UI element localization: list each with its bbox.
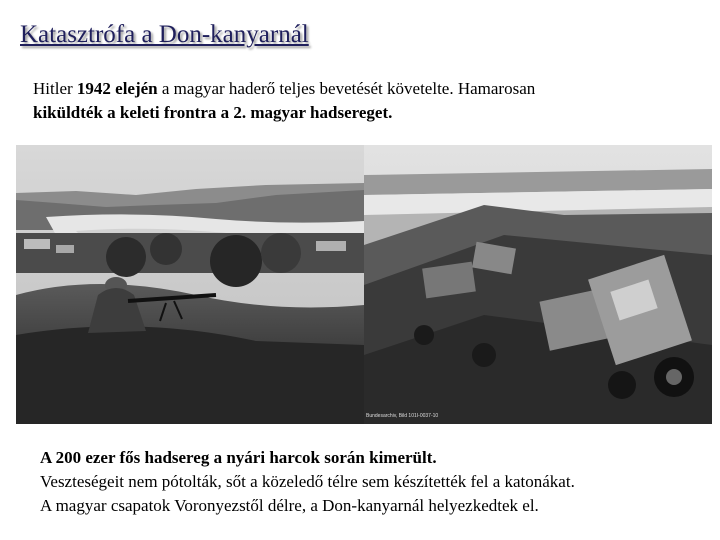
bottom-paragraph xyxy=(40,446,710,518)
soldier-river-photo xyxy=(16,145,364,424)
intro-paragraph xyxy=(33,77,683,125)
intro-line-2: kiküldték a keleti frontra a 2. magyar hadsereget. xyxy=(33,103,393,122)
bottom-line-2: Veszteségeit nem pótolták, sőt a közeledő télre sem készítették fel a katonákat. xyxy=(40,472,575,491)
bottom-line-3: A magyar csapatok Voronyezstől délre, a Don-kanyarnál helyezkedtek el. xyxy=(40,496,539,515)
intro-date: 1942 elején xyxy=(76,79,158,98)
slide-title: Katasztrófa a Don-kanyarnál xyxy=(20,21,309,48)
soldier-river-photo-icon xyxy=(16,145,364,424)
photo-caption: Bundesarchiv, Bild 101I-0037-10 xyxy=(366,413,439,419)
destroyed-convoy-photo xyxy=(364,145,712,424)
destroyed-convoy-photo-icon xyxy=(364,145,712,424)
bottom-line-1: A 200 ezer fős hadsereg a nyári harcok során kimerült. xyxy=(40,448,437,467)
intro-line-1: Hitler 1942 elején a magyar haderő teljes bevetését követelte. Hamarosan xyxy=(33,79,536,98)
